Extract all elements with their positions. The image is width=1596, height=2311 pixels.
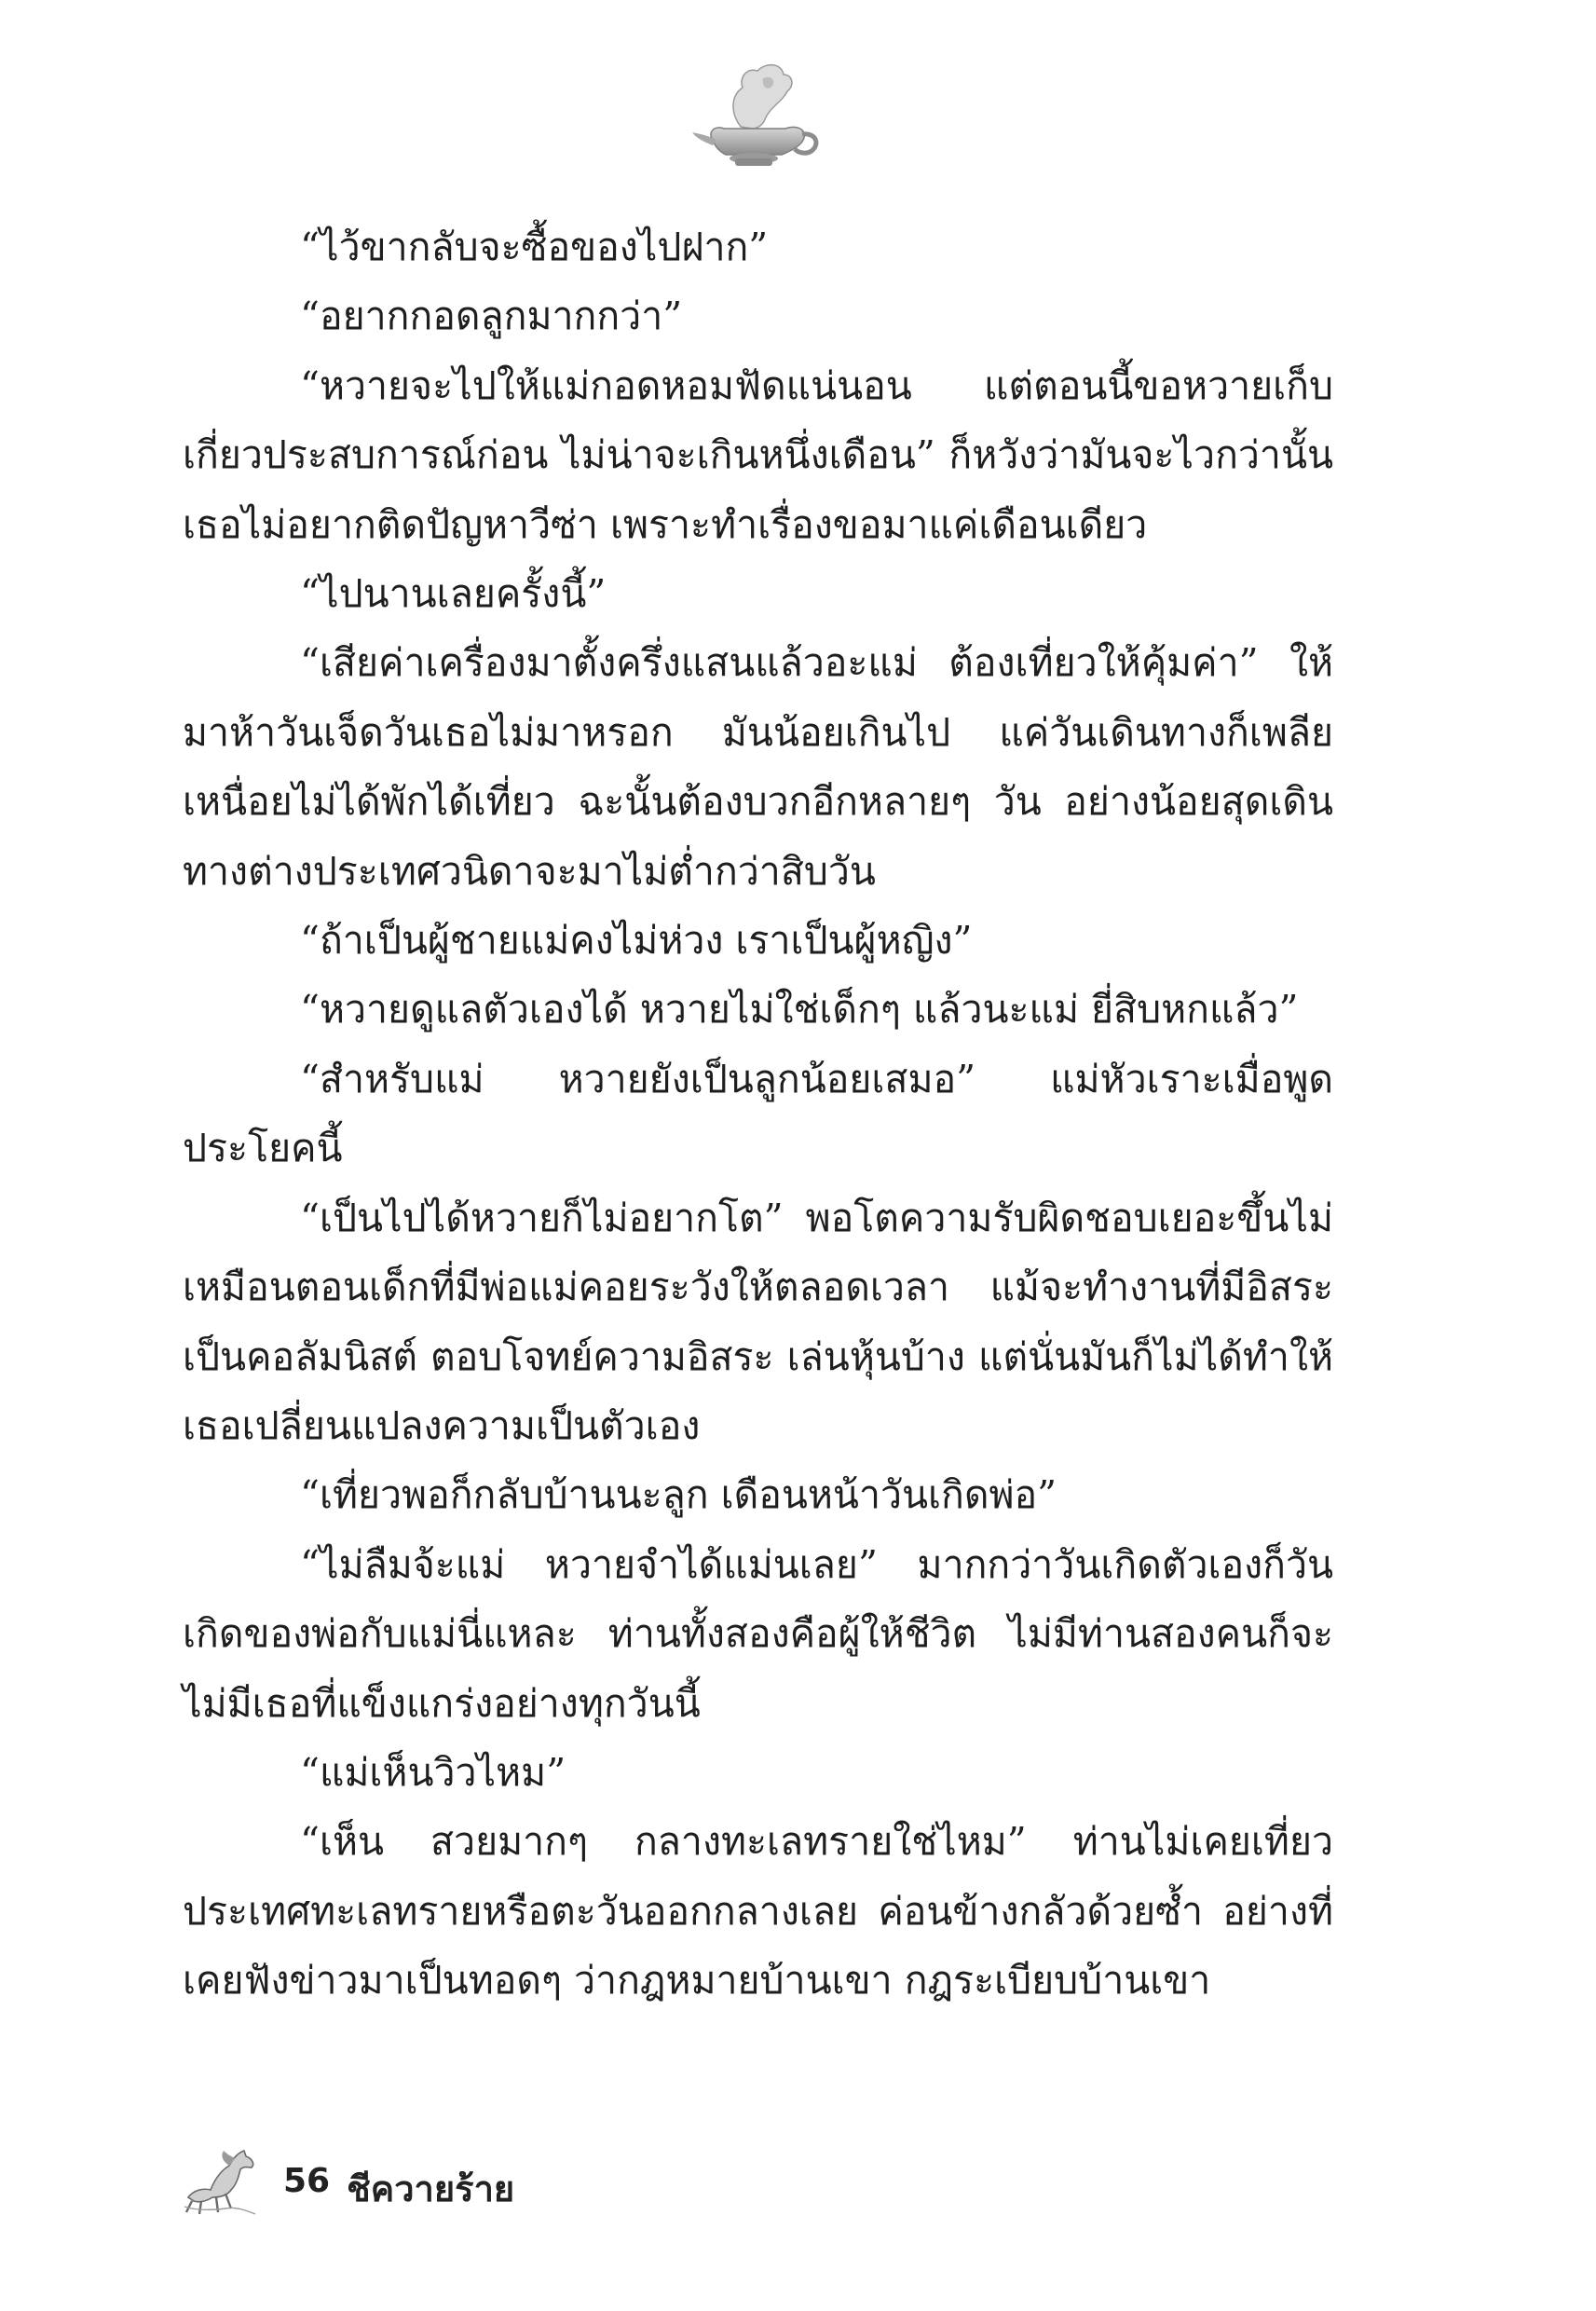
page-number: 56 <box>283 2162 331 2200</box>
paragraph: “เที่ยวพอก็กลับบ้านนะลูก เดือนหน้าวันเกิดพ่อ” <box>300 1472 1057 1518</box>
book-title: ชีควายร้าย <box>347 2168 515 2209</box>
genie-lamp-icon <box>685 54 825 175</box>
page-footer <box>183 2143 928 2227</box>
paragraph: “ถ้าเป็นผู้ชายแม่คงไม่ห่วง เราเป็นผู้หญิง” <box>300 918 973 964</box>
paragraph: “ไม่ลืมจ้ะแม่ หวายจำได้แม่นเลย” มากกว่าวันเกิดตัวเองก็วันเกิดของพ่อกับแม่นี่แหละ ท่านทั้งสองคือผู้ให้ชีวิต ไม่มีท่านสองคนก็จะไม่มีเธอที่แข็งแกร่งอย่างทุกวันนี้ <box>183 1541 1333 1726</box>
paragraph: “ไว้ขากลับจะซื้อของไปฝาก” <box>300 225 769 269</box>
paragraph: “ไปนานเลยครั้งนี้” <box>300 571 607 617</box>
horse-icon <box>183 2143 259 2218</box>
paragraph: “อยากกอดลูกมากกว่า” <box>300 294 683 339</box>
paragraph: “เห็น สวยมากๆ กลางทะเลทรายใช่ไหม” ท่านไม่เคยเที่ยวประเทศทะเลทรายหรือตะวันออกกลางเลย ค่อนข้างกลัวด้วยซ้ำ อย่างที่เคยฟังข่าวมาเป็นทอดๆ ว่ากฎหมายบ้านเขา กฎระเบียบบ้านเขา <box>183 1819 1333 2003</box>
paragraph: “หวายดูแลตัวเองได้ หวายไม่ใช่เด็กๆ แล้วนะแม่ ยี่สิบหกแล้ว” <box>300 987 1299 1032</box>
paragraph: “เสียค่าเครื่องมาตั้งครึ่งแสนแล้วอะแม่ ต้องเที่ยวให้คุ้มค่า” ให้มาห้าวันเจ็ดวันเธอไม่มาหรอก มันน้อยเกินไป แค่วันเดินทางก็เพลียเหนื่อยไม่ได้พักได้เที่ยว ฉะนั้นต้องบวกอีกหลายๆ วัน อย่างน้อยสุดเดินทางต่างประเทศวนิดาจะมาไม่ต่ำกว่าสิบวัน <box>183 640 1333 894</box>
paragraph: “แม่เห็นวิวไหม” <box>300 1749 566 1795</box>
paragraph: “หวายจะไปให้แม่กอดหอมฟัดแน่นอน แต่ตอนนี้ขอหวายเก็บเกี่ยวประสบการณ์ก่อน ไม่น่าจะเกินหนึ่งเดือน” ก็หวังว่ามันจะไวกว่านั้น เธอไม่อยากติดปัญหาวีซ่า เพราะทำเรื่องขอมาแค่เดือนเดียว <box>183 362 1333 547</box>
paragraph: “เป็นไปได้หวายก็ไม่อยากโต” พอโตความรับผิดชอบเยอะขึ้นไม่เหมือนตอนเด็กที่มีพ่อแม่คอยระวังให้ตลอดเวลา แม้จะทำงานที่มีอิสระ เป็นคอลัมนิสต์ ตอบโจทย์ความอิสระ เล่นหุ้นบ้าง แต่นั่นมันก็ไม่ได้ทำให้เธอเปลี่ยนแปลงความเป็นตัวเอง <box>183 1195 1333 1448</box>
body-text <box>183 212 1333 2016</box>
paragraph: “สำหรับแม่ หวายยังเป็นลูกน้อยเสมอ” แม่หัวเราะเมื่อพูดประโยคนี้ <box>183 1056 1333 1171</box>
